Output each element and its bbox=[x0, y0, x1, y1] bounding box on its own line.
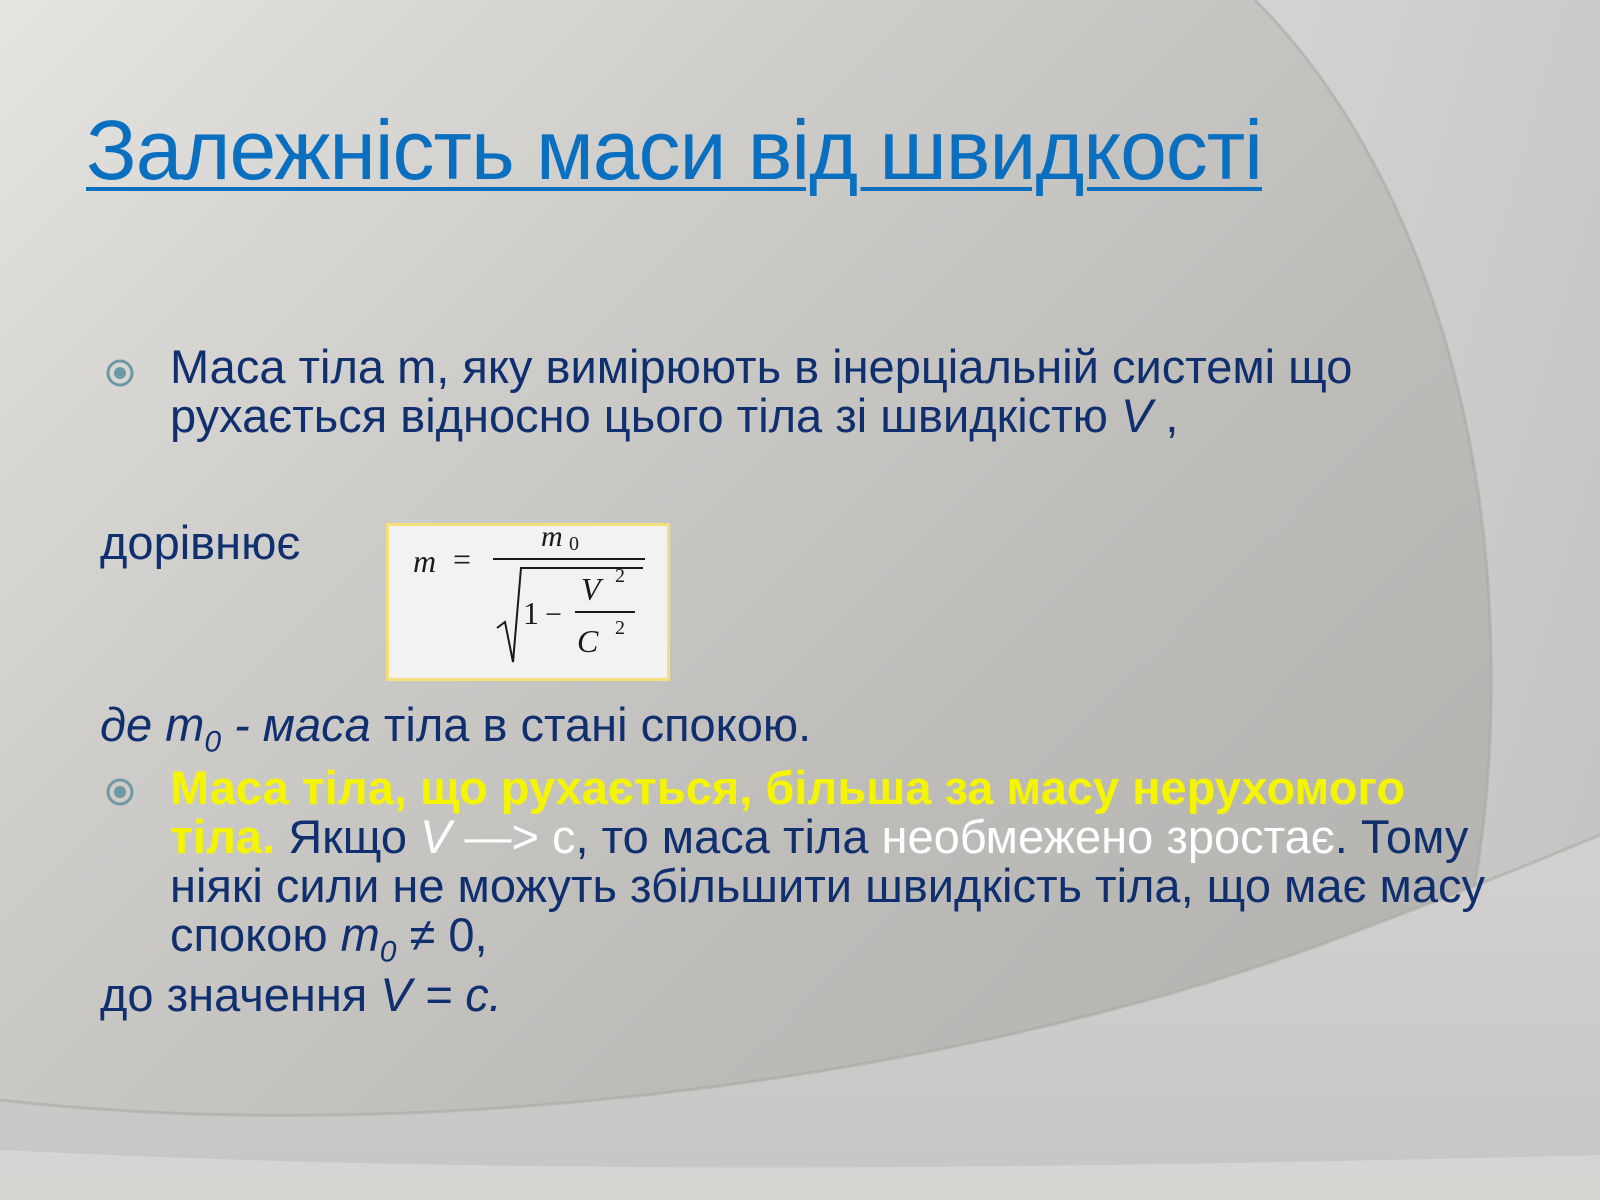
de-word: де bbox=[100, 698, 166, 751]
formula-minus: − bbox=[545, 598, 562, 631]
target-bullet-icon bbox=[105, 777, 135, 807]
formula-c-exp: 2 bbox=[615, 617, 625, 639]
highlight-statement: Маса тіла, що рухається, більша за масу нерухомого тіла. bbox=[170, 761, 1406, 863]
velocity-var: V bbox=[420, 810, 452, 863]
slide-title: Залежність маси від швидкості bbox=[86, 103, 1262, 197]
formula-box bbox=[386, 523, 670, 681]
grows-unbounded: необмежено зростає bbox=[881, 810, 1335, 863]
formula-v: V bbox=[581, 571, 601, 607]
rest-mass-tail: тіла в стані спокою. bbox=[370, 698, 812, 751]
formula-eq: = bbox=[453, 541, 472, 577]
bullet-1-main: Маса тіла m, яку вимірюють в інерціальній системі що рухається відносно цього тіла зі швидкістю bbox=[170, 340, 1353, 442]
formula-one: 1 bbox=[523, 595, 539, 631]
mass-formula bbox=[389, 526, 667, 678]
rest-mass-var: m bbox=[165, 698, 205, 751]
velocity-var: V bbox=[1121, 389, 1153, 442]
formula-lhs: m bbox=[413, 543, 437, 579]
final-line-a: до значення bbox=[100, 968, 381, 1021]
bullet-2-a: Якщо bbox=[275, 810, 421, 863]
arrow-to-c: —> с bbox=[451, 810, 576, 863]
rest-mass-sub: 0 bbox=[379, 935, 397, 969]
formula-v-exp: 2 bbox=[615, 565, 625, 587]
final-line bbox=[100, 970, 502, 1019]
final-line-eq: V = c. bbox=[380, 968, 502, 1021]
rest-mass-sub: 0 bbox=[204, 725, 222, 759]
bullet-2-b: , то маса тіла bbox=[575, 810, 882, 863]
formula-c: C bbox=[577, 623, 599, 659]
bullet-1-text bbox=[170, 342, 1500, 440]
rest-mass-line bbox=[100, 698, 812, 759]
not-equal-zero: ≠ 0, bbox=[396, 908, 488, 961]
formula-numerator: m bbox=[541, 526, 563, 553]
rest-mass-var: m bbox=[340, 908, 380, 961]
bullet-1-tail: , bbox=[1152, 389, 1179, 442]
formula-numerator-sub: 0 bbox=[569, 533, 579, 555]
equals-label: дорівнює bbox=[100, 516, 301, 569]
target-bullet-icon bbox=[105, 358, 135, 388]
bullet-2-c: . Тому ніякі сили не можуть збільшити швидкість тіла, що має масу спокою bbox=[170, 810, 1485, 961]
bullet-2-text bbox=[170, 761, 1500, 969]
rest-mass-dash: - маса bbox=[221, 698, 371, 751]
